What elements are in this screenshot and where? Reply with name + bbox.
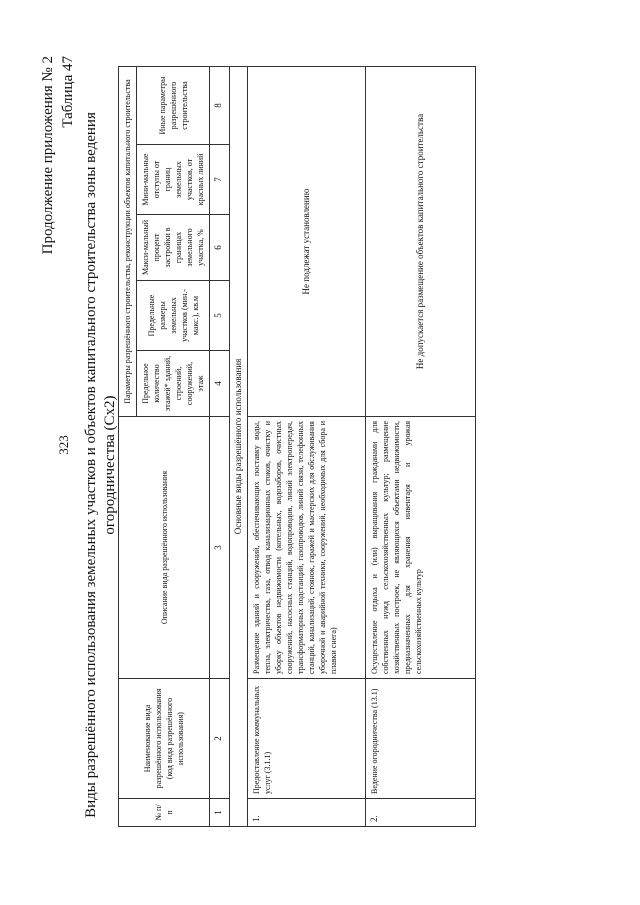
index-cell: 7 [210, 145, 230, 215]
header-row-1 [119, 67, 137, 827]
index-row [210, 67, 230, 827]
index-cell: 4 [210, 351, 230, 417]
row-params-note: Не подлежат установлению [248, 67, 366, 417]
table-row [248, 67, 366, 827]
header-num: № п/п [119, 799, 210, 827]
header-floors: Предельное количество этажей* зданий, строений, сооружений, этаж [137, 351, 210, 417]
header-setback: Мини-мальные отступы от границ земельных участков, от красных линий [137, 145, 210, 215]
row-description: Размещение зданий и сооружений, обеспечивающих поставку воды, тепла, электричества, газа, отвод канализационных стоков, очистку и уборку объектов недвижимости (котельных, водозаборов, очистных сооружений, насосных станций, водопроводов, линий электропередач, трансформаторных подстанций, газопроводов, линий связи, телефонных станций, канализаций, стоянок, гаражей и мастерских для обслуживания уборочной и аварийной техники, сооружений, необходимых для сбора и плавки снега) [248, 417, 366, 679]
header-params-group: Параметры разрешённого строительства, реконструкции объектов капитального строительства [119, 67, 137, 417]
appendix-label: Продолжение приложения № 2 [40, 56, 56, 255]
index-cell: 5 [210, 281, 230, 351]
page-number: 323 [56, 435, 71, 455]
row-number: 2. [366, 799, 476, 827]
row-name: Предоставление коммунальных услуг (3.1.1) [248, 679, 366, 799]
document-title: Виды разрешённого использования земельных участков и объектов капитального строительства зоны ведения огородничества (Сх2) [83, 112, 118, 818]
zoning-table [118, 66, 476, 827]
row-params-note: Не допускается размещение объектов капитального строительства [366, 67, 476, 417]
section-title: Основные виды разрешённого использования [230, 67, 248, 827]
header-name: Наименование вида разрешённого использования (код вида разрешённого использования) [119, 679, 210, 799]
index-cell: 8 [210, 67, 230, 145]
section-row [230, 67, 248, 827]
row-name: Ведение огородничества (13.1) [366, 679, 476, 799]
index-cell: 3 [210, 417, 230, 679]
header-plot-size: Предельные размеры земельных участков (мин.-макс.), кв.м [137, 281, 210, 351]
header-other: Иные параметры разрешённого строительства [137, 67, 210, 145]
table-row [366, 67, 476, 827]
row-number: 1. [248, 799, 366, 827]
header-coverage: Макси-мальный процент застройки в границах земельного участка, % [137, 215, 210, 281]
index-cell: 6 [210, 215, 230, 281]
index-cell: 2 [210, 679, 230, 799]
index-cell: 1 [210, 799, 230, 827]
row-description: Осуществление отдыха и (или) выращивания гражданами для собственных нужд сельскохозяйственных культур; размещение хозяйственных построек, не являющихся объектами недвижимости, предназначенных для хранения инвентаря и урожая сельскохозяйственных культур [366, 417, 476, 679]
header-description: Описание вида разрешённого использования [119, 417, 210, 679]
table-number: Таблица 47 [60, 56, 76, 128]
